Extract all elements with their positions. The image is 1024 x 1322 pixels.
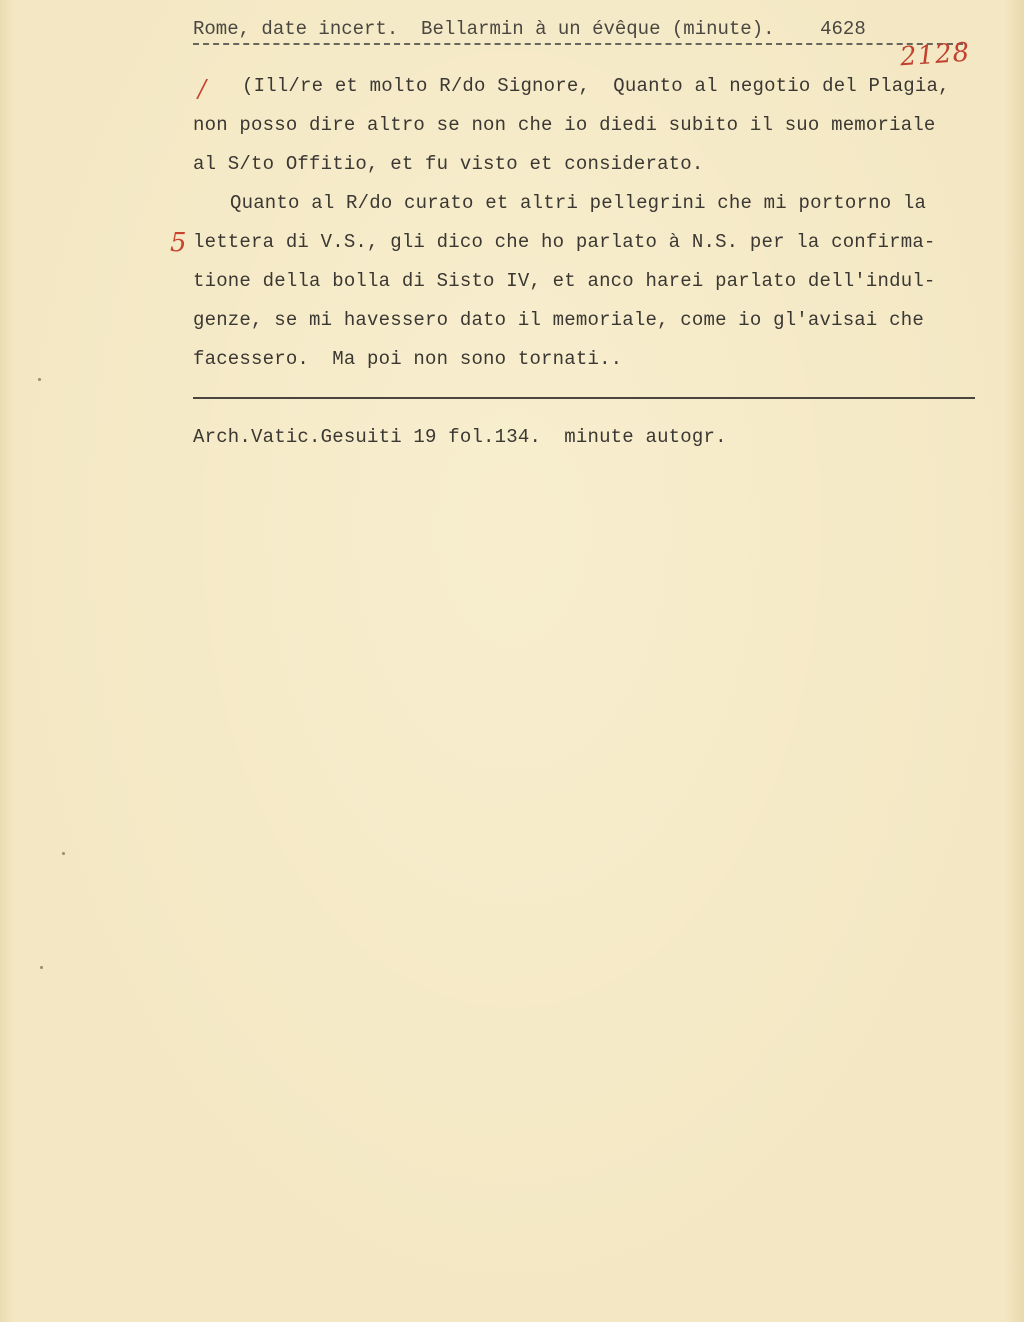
body-line-4: Quanto al R/do curato et altri pellegrini che mi portorno la [230,192,927,214]
paper-speck [38,378,41,381]
separator-rule [193,397,975,399]
margin-line-marker-1: / [198,75,207,103]
body-line-5: lettera di V.S., gli dico che ho parlato à N.S. per la confirma- [193,231,936,253]
header-description: Bellarmin à un évêque (minute). [421,18,775,40]
paper-speck [62,852,65,855]
header-underline [193,43,963,45]
handwritten-page-number: 2128 [899,37,972,73]
body-line-2: non posso dire altro se non che io diedi subito il suo memoriale [193,114,936,136]
paper-speck [40,966,43,969]
body-line-6: tione della bolla di Sisto IV, et anco harei parlato dell'indul- [193,270,936,292]
header-line [193,18,866,40]
body-line-1: (Ill/re et molto R/do Signore, Quanto al negotio del Plagia, [242,75,950,97]
body-line-3: al S/to Offitio, et fu visto et considerato. [193,153,704,175]
body-line-8: facessero. Ma poi non sono tornati.. [193,348,623,370]
source-note: Arch.Vatic.Gesuiti 19 fol.134. minute autogr. [193,426,727,448]
header-doc-number: 4628 [820,18,866,40]
header-place-date: Rome, date incert. [193,18,399,40]
body-line-7: genze, se mi havessero dato il memoriale, come io gl'avisai che [193,309,924,331]
margin-line-marker-5: 5 [170,228,187,258]
